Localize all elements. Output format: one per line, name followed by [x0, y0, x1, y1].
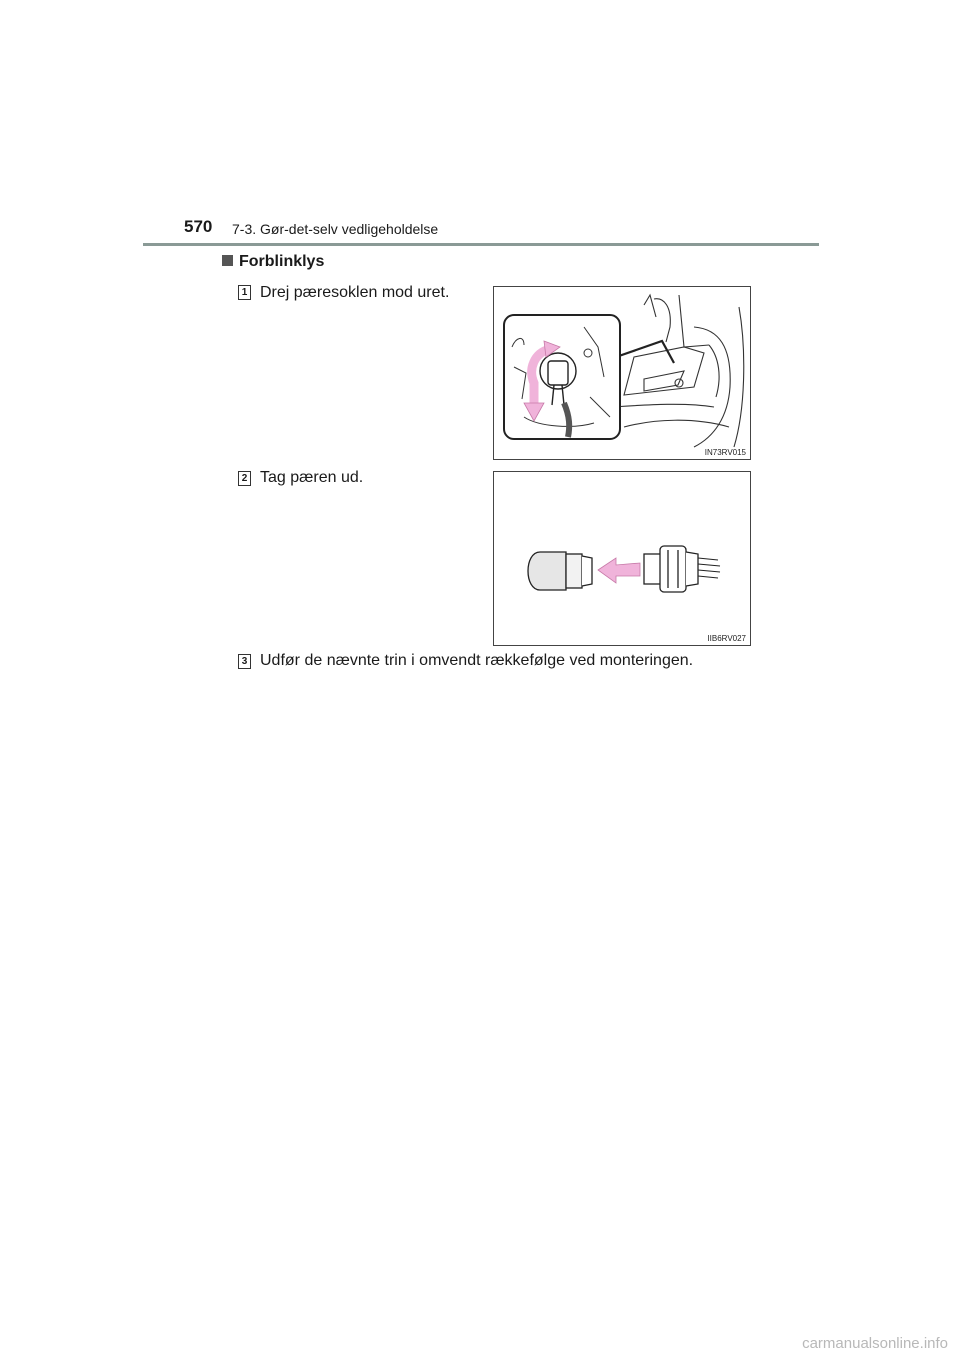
step-text: Tag pæren ud.	[260, 469, 364, 486]
step-text: Drej pæresoklen mod uret.	[260, 284, 450, 301]
step-number-badge: 1	[238, 285, 251, 300]
figure-bulb-removal	[493, 471, 751, 646]
step-number-badge: 3	[238, 654, 251, 669]
figure-bulb-socket-removal	[493, 286, 751, 460]
step-text: Udfør de nævnte trin i omvendt rækkefølge ved monteringen.	[260, 652, 694, 669]
step-number-badge: 2	[238, 471, 251, 486]
header-divider	[143, 243, 819, 246]
page-number: 570	[184, 217, 213, 236]
watermark: carmanualsonline.info	[802, 1335, 948, 1352]
figure-code: IIB6RV027	[707, 634, 746, 643]
square-bullet-icon	[222, 255, 233, 266]
bulb-pull-illustration	[494, 472, 750, 645]
figure-code: IN73RV015	[704, 448, 746, 457]
headlight-socket-illustration	[494, 287, 750, 459]
section-heading	[222, 253, 324, 271]
section-heading-text: Forblinklys	[239, 253, 325, 270]
section-title: 7-3. Gør-det-selv vedligeholdelse	[232, 221, 439, 237]
